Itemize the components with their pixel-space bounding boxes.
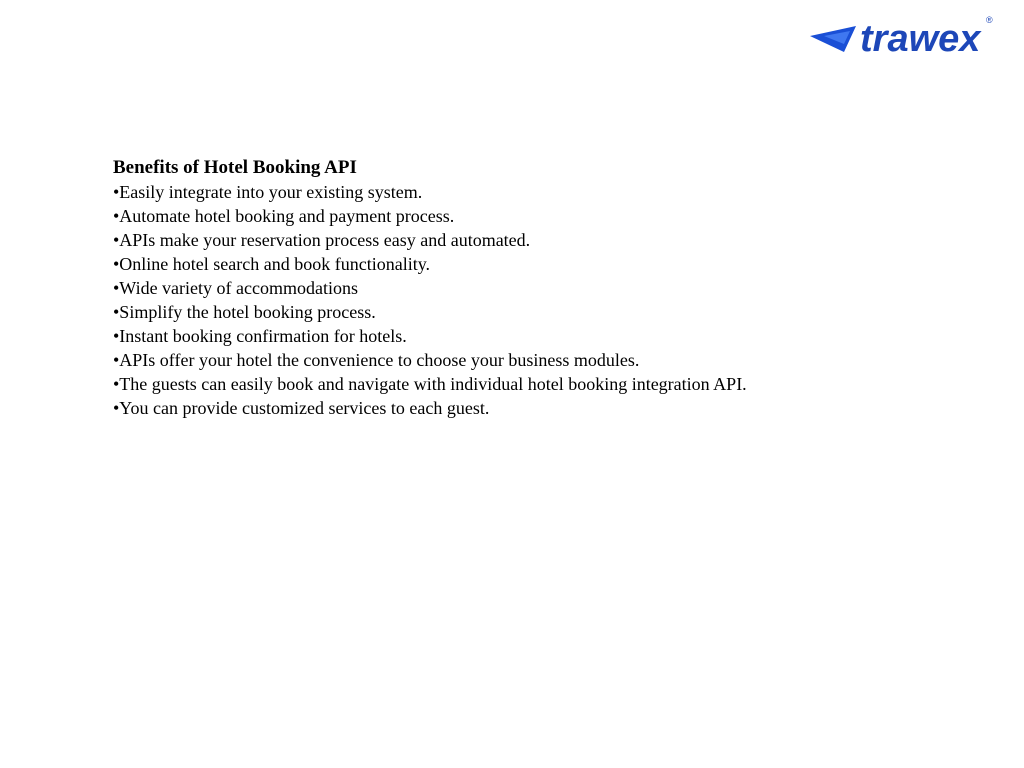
list-item: •Online hotel search and book functionality. bbox=[113, 254, 431, 274]
benefits-list bbox=[113, 180, 973, 420]
section-heading: Benefits of Hotel Booking API bbox=[113, 157, 357, 178]
list-item: •You can provide customized services to each guest. bbox=[113, 398, 490, 418]
list-item: •Automate hotel booking and payment process. bbox=[113, 206, 455, 226]
list-item: •Simplify the hotel booking process. bbox=[113, 302, 376, 322]
registered-mark: ® bbox=[986, 15, 993, 25]
trawex-logo-icon bbox=[810, 14, 1010, 58]
trawex-logo bbox=[810, 14, 1010, 58]
list-item: •APIs offer your hotel the convenience to choose your business modules. bbox=[113, 350, 640, 370]
list-item: •APIs make your reservation process easy and automated. bbox=[113, 230, 531, 250]
logo-wordmark: trawex bbox=[860, 18, 981, 58]
list-item: •Easily integrate into your existing system. bbox=[113, 182, 423, 202]
list-item: •The guests can easily book and navigate with individual hotel booking integration API. bbox=[113, 374, 747, 394]
benefits-section bbox=[113, 156, 973, 420]
list-item: •Wide variety of accommodations bbox=[113, 278, 358, 298]
list-item: •Instant booking confirmation for hotels. bbox=[113, 326, 407, 346]
